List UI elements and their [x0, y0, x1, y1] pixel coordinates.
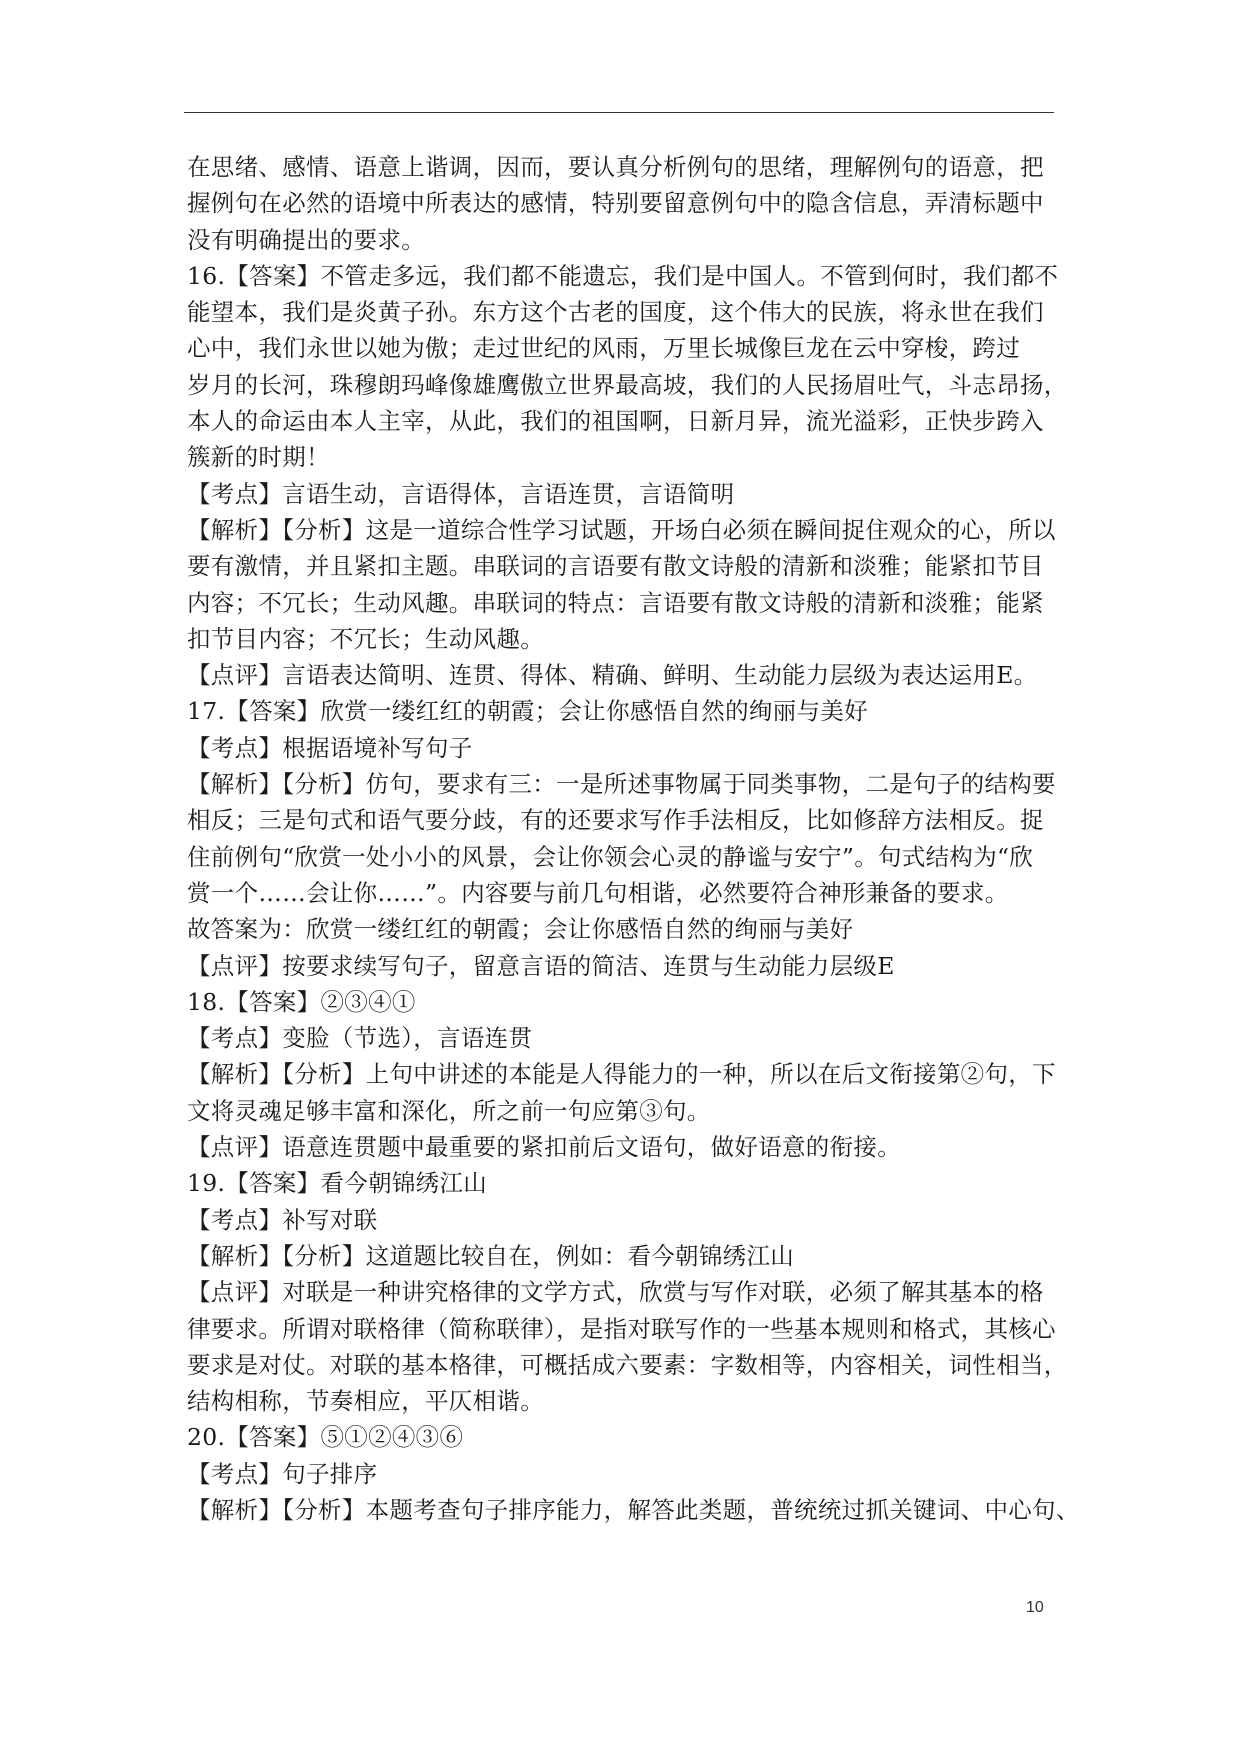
- text-line: 文将灵魂足够丰富和深化，所之前一句应第③句。: [187, 1096, 711, 1125]
- text-line: 相反；三是句式和语气要分歧，有的还要求写作手法相反，比如修辞方法相反。捉: [187, 806, 1044, 835]
- text-line: 岁月的长河，珠穆朗玛峰像雄鹰傲立世界最高坡，我们的人民扬眉吐气，斗志昂扬，: [187, 370, 1068, 399]
- text-line: 【考点】言语生动，言语得体，言语连贯，言语简明: [187, 479, 735, 508]
- text-line: 20.【答案】⑤①②④③⑥: [187, 1423, 464, 1452]
- text-line: 【点评】言语表达简明、连贯、得体、精确、鲜明、生动能力层级为表达运用E。: [187, 661, 1038, 690]
- text-line: 在思绪、感情、语意上谐调，因而，要认真分析例句的思绪，理解例句的语意，把: [187, 153, 1044, 181]
- text-line: 【考点】句子排序: [187, 1459, 378, 1488]
- text-line: 没有明确提出的要求。: [187, 225, 425, 254]
- text-line: 【考点】补写对联: [187, 1205, 378, 1234]
- text-line: 【考点】变脸（节选），言语连贯: [187, 1024, 533, 1053]
- text-line: 要求是对仗。对联的基本格律，可概括成六要素：字数相等，内容相关，词性相当，: [187, 1350, 1068, 1379]
- text-line: 【解析】【分析】上句中讲述的本能是人得能力的一种，所以在后文衔接第②句，下: [187, 1060, 1056, 1089]
- text-line: 心中，我们永世以她为傲；走过世纪的风雨，万里长城像巨龙在云中穿梭，跨过: [187, 334, 1020, 363]
- text-line: 16.【答案】不管走多远，我们都不能遗忘，我们是中国人。不管到何时，我们都不: [187, 261, 1059, 290]
- text-line: 能望本，我们是炎黄子孙。东方这个古老的国度，这个伟大的民族，将永世在我们: [187, 298, 1044, 327]
- text-line: 【解析】【分析】这是一道综合性学习试题，开场白必须在瞬间捉住观众的心，所以: [187, 515, 1056, 544]
- page-number: 10: [1026, 1599, 1044, 1616]
- text-line: 【点评】对联是一种讲究格律的文学方式，欣赏与写作对联，必须了解其基本的格: [187, 1278, 1044, 1307]
- text-line: 【点评】语意连贯题中最重要的紧扣前后文语句，做好语意的衔接。: [187, 1133, 901, 1162]
- text-line: 19.【答案】看今朝锦绣江山: [187, 1169, 488, 1198]
- text-line: 【解析】【分析】仿句，要求有三：一是所述事物属于同类事物，二是句子的结构要: [187, 770, 1056, 799]
- text-line: 【解析】【分析】这道题比较自在，例如：看今朝锦绣江山: [187, 1241, 795, 1270]
- text-line: 簇新的时期！: [187, 443, 330, 472]
- text-line: 握例句在必然的语境中所表达的感情，特别要留意例句中的隐含信息，弄清标题中: [187, 189, 1044, 218]
- document-body: [187, 149, 1087, 1528]
- text-line: 【解析】【分析】本题考查句子排序能力，解答此类题，普统统过抓关键词、中心句、: [187, 1495, 1080, 1524]
- header-rule: [184, 112, 1054, 113]
- text-line: 【点评】按要求续写句子，留意言语的简洁、连贯与生动能力层级E: [187, 951, 895, 980]
- text-line: 住前例句“欣赏一处小小的风景，会让你领会心灵的静谧与安宁”。句式结构为“欣: [187, 842, 1034, 871]
- text-line: 【考点】根据语境补写句子: [187, 733, 473, 762]
- text-line: 17.【答案】欣赏一缕红红的朝霞；会让你感悟自然的绚丽与美好: [187, 697, 868, 726]
- text-line: 故答案为：欣赏一缕红红的朝霞；会让你感悟自然的绚丽与美好: [187, 915, 854, 944]
- text-line: 18.【答案】②③④①: [187, 987, 416, 1016]
- text-line: 本人的命运由本人主宰，从此，我们的祖国啊，日新月异，流光溢彩，正快步跨入: [187, 407, 1044, 436]
- text-line: 结构相称，节奏相应，平仄相谐。: [187, 1387, 544, 1416]
- text-line: 扣节目内容；不冗长；生动风趣。: [187, 624, 544, 653]
- text-line: 内容；不冗长；生动风趣。串联词的特点：言语要有散文诗般的清新和淡雅；能紧: [187, 588, 1044, 617]
- text-line: 律要求。所谓对联格律（简称联律），是指对联写作的一些基本规则和格式，其核心: [187, 1314, 1056, 1343]
- text-line: 赏一个……会让你……”。内容要与前几句相谐，必然要符合神形兼备的要求。: [187, 878, 1009, 907]
- text-line: 要有激情，并且紧扣主题。串联词的言语要有散文诗般的清新和淡雅；能紧扣节目: [187, 552, 1044, 581]
